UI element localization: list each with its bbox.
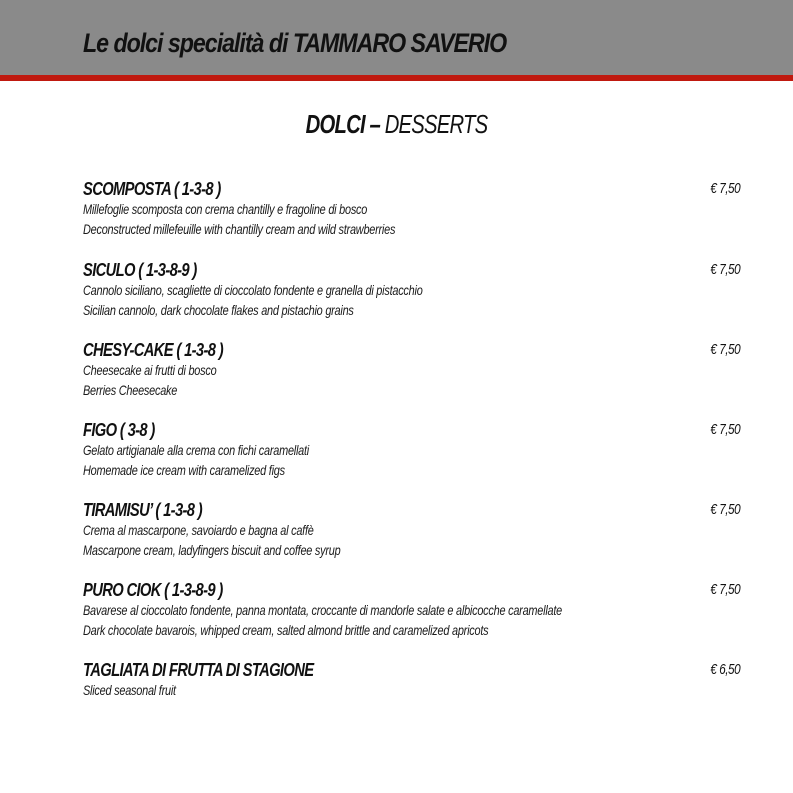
menu-item-price: € 7,50 — [710, 421, 740, 438]
menu-item-name: SCOMPOSTA ( 1-3-8 ) — [83, 179, 221, 199]
menu-item-description-italian: Bavarese al cioccolato fondente, panna montata, croccante di mandorle salate e albicocche caramellate — [83, 602, 562, 618]
section-title — [0, 109, 793, 140]
menu-item-price: € 7,50 — [710, 261, 740, 278]
menu-item-description-italian: Cheesecake ai frutti di bosco — [83, 362, 217, 378]
header-bar — [0, 0, 793, 75]
section-title-inner — [306, 109, 488, 140]
menu-item-description-italian: Gelato artigianale alla crema con fichi caramellati — [83, 442, 309, 458]
menu-item-name: CHESY-CAKE ( 1-3-8 ) — [83, 340, 223, 360]
menu-item-name: FIGO ( 3-8 ) — [83, 420, 155, 440]
menu-item-description-english: Dark chocolate bavarois, whipped cream, salted almond brittle and caramelized apricots — [83, 622, 489, 638]
menu-item-name: TIRAMISU’ ( 1-3-8 ) — [83, 500, 203, 520]
menu-item-description-english: Sicilian cannolo, dark chocolate flakes and pistachio grains — [83, 302, 354, 318]
menu-item-price: € 6,50 — [710, 661, 740, 678]
section-title-dash: – — [369, 109, 380, 139]
menu-item-price: € 7,50 — [710, 341, 740, 358]
menu-item-description-english: Mascarpone cream, ladyfingers biscuit and coffee syrup — [83, 542, 341, 558]
header-divider — [0, 75, 793, 81]
menu-item-price: € 7,50 — [710, 581, 740, 598]
menu-item-description-english: Deconstructed millefeuille with chantilly cream and wild strawberries — [83, 221, 396, 237]
menu-item-name: SICULO ( 1-3-8-9 ) — [83, 260, 197, 280]
menu-item-description-italian: Sliced seasonal fruit — [83, 682, 176, 698]
menu-item-name: TAGLIATA DI FRUTTA DI STAGIONE — [83, 660, 314, 680]
menu-item-name: PURO CIOK ( 1-3-8-9 ) — [83, 580, 223, 600]
page-title: Le dolci specialità di TAMMARO SAVERIO — [83, 28, 507, 58]
section-title-italian: DOLCI — [305, 109, 365, 139]
menu-item-price: € 7,50 — [710, 180, 740, 197]
menu-item-description-english: Homemade ice cream with caramelized figs — [83, 462, 285, 478]
menu-item-price: € 7,50 — [710, 501, 740, 518]
menu-item-description-italian: Cannolo siciliano, scagliette di cioccolato fondente e granella di pistacchio — [83, 282, 423, 298]
menu-item-description-italian: Crema al mascarpone, savoiardo e bagna al caffè — [83, 522, 314, 538]
section-title-english: DESSERTS — [384, 109, 488, 139]
menu-item-description-english: Berries Cheesecake — [83, 382, 178, 398]
menu-item-description-italian: Millefoglie scomposta con crema chantilly e fragoline di bosco — [83, 201, 368, 217]
